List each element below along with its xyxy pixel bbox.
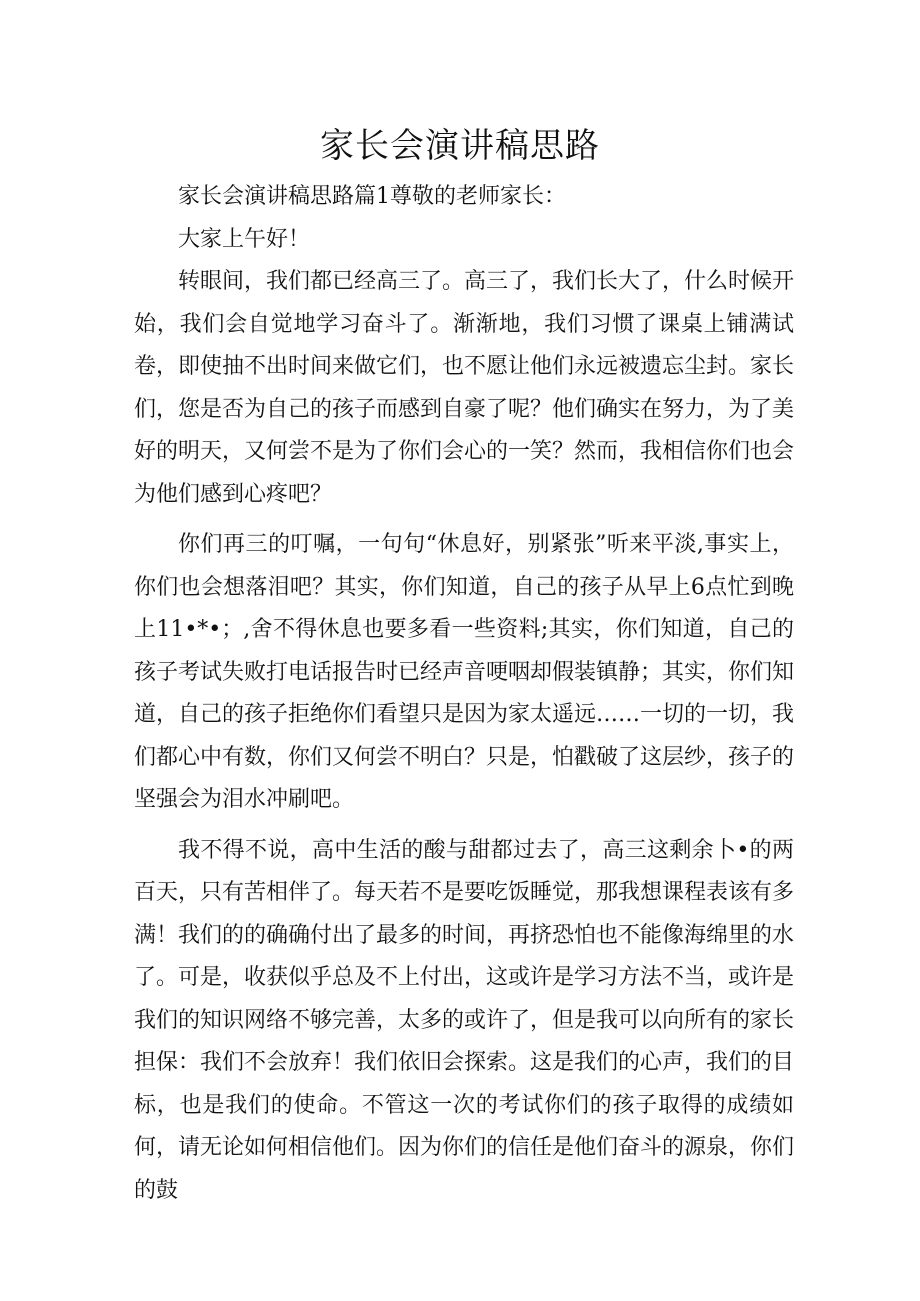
- paragraph-good-morning: 大家上午好！: [178, 226, 311, 252]
- document-title: 家长会演讲稿思路: [320, 126, 600, 166]
- paragraph-hard-work: 我不得不说，高中生活的酸与甜都过去了，高三这剩余卜•的两百天，只有苦相伴了。每天若不是要吃饭睡觉，那我想课程表该有多满！我们的的确确付出了最多的时间，再挤恐怕也不能像海绵里的水了。可是，收获似乎总及不上付出，这或许是学习方法不当，或许是我们的知识网络不够完善，太多的或许了，但是我可以向所有的家长担保：我们不会放弃！我们依旧会探索。这是我们的心声，我们的目标，也是我们的使命。不管这一次的考试你们的孩子取得的成绩如何，请无论如何相信他们。因为你们的信任是他们奋斗的源泉，你们的鼓: [134, 837, 795, 1203]
- paragraph-greeting-line: 家长会演讲稿思路篇1尊敬的老师家长：: [178, 184, 566, 209]
- document-body: [134, 176, 794, 1212]
- paragraph-parents-care: 你们再三的叮嘱，一句句“休息好，别紧张”听来平淡,事实上，你们也会想落泪吧？其实，你们知道，自己的孩子从早上6点忙到晚上11•*•；,舍不得休息也要多看一些资料;其实，你们知道，自己的孩子考试失败打电话报告时已经声音哽咽却假装镇静；其实，你们知道，自己的孩子拒绝你们看望只是因为家太遥远……一切的一切，我们都心中有数，你们又何尝不明白？只是，怕戳破了这层纱，孩子的坚强会为泪水冲刷吧。: [134, 532, 795, 812]
- paragraph-senior-year: 转眼间，我们都已经高三了。高三了，我们长大了，什么时候开始，我们会自觉地学习奋斗了。渐渐地，我们习惯了课桌上铺满试卷，即使抽不出时间来做它们，也不愿让他们永远被遗忘尘封。家长们，您是否为自己的孩子而感到自豪了呢？他们确实在努力，为了美好的明天，又何尝不是为了你们会心的一笑？然而，我相信你们也会为他们感到心疼吧？: [134, 269, 795, 507]
